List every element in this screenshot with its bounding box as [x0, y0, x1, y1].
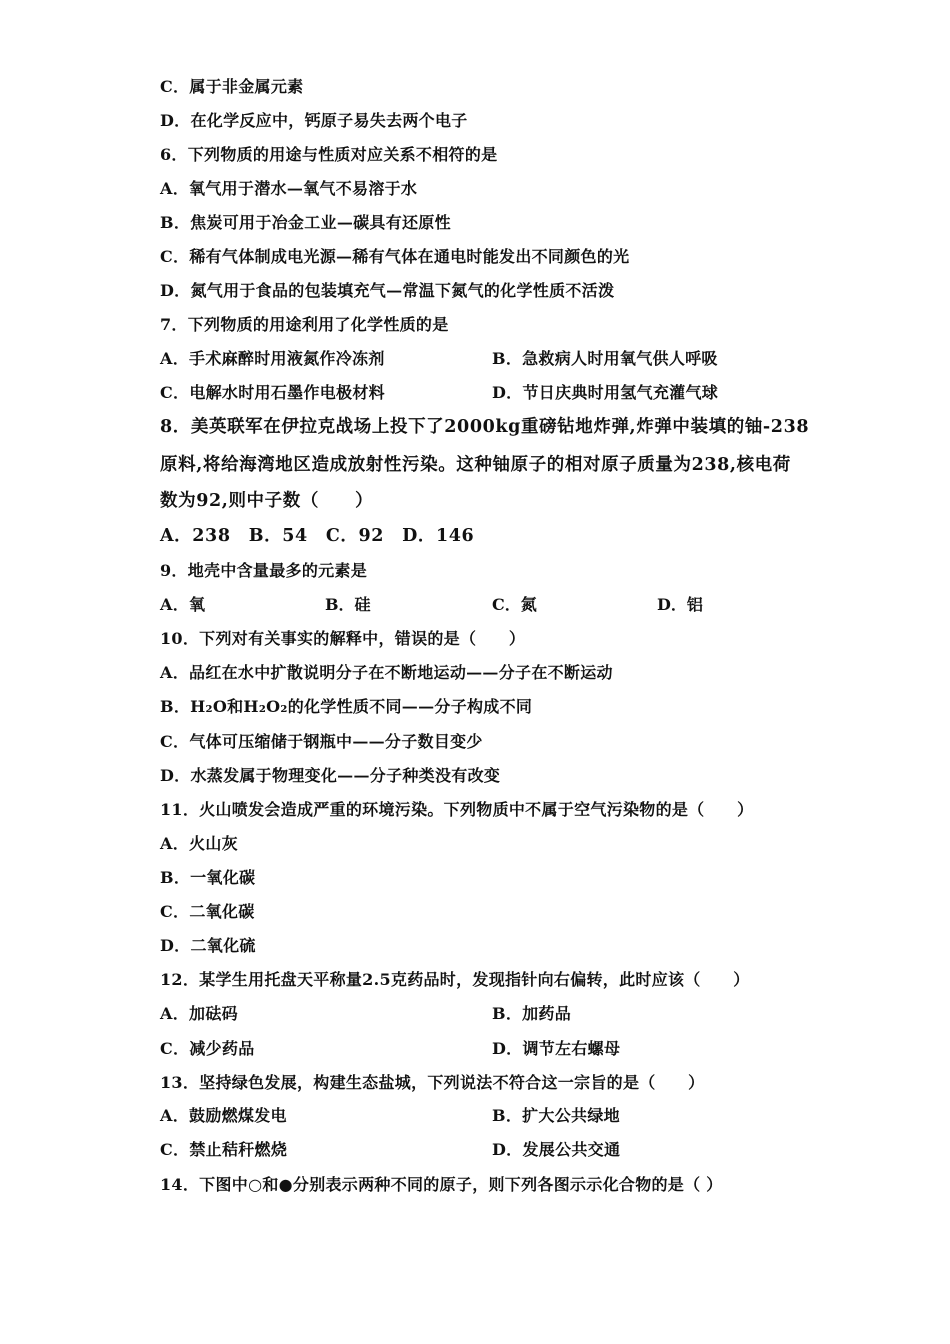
q5-option-d: D．在化学反应中，钙原子易失去两个电子 [160, 111, 468, 130]
q13-stem: 13．坚持绿色发展，构建生态盐城，下列说法不符合这一宗旨的是（ ） [160, 1073, 705, 1092]
q8-stem-line-2: 原料,将给海湾地区造成放射性污染。这种铀原子的相对原子质量为238,核电荷 [160, 455, 791, 475]
q7-option-b: B．急救病人时用氧气供人呼吸 [492, 349, 718, 368]
q6-option-b: B．焦炭可用于冶金工业—碳具有还原性 [160, 213, 451, 232]
q7-option-d: D．节日庆典时用氢气充灌气球 [492, 383, 719, 402]
q6-stem: 6．下列物质的用途与性质对应关系不相符的是 [160, 145, 498, 164]
q7-option-c: C．电解水时用石墨作电极材料 [160, 383, 385, 402]
q7-option-a: A．手术麻醉时用液氮作冷冻剂 [160, 349, 385, 368]
q13-option-c: C．禁止秸秆燃烧 [160, 1140, 288, 1159]
q6-option-d: D．氮气用于食品的包装填充气—常温下氮气的化学性质不活泼 [160, 281, 615, 300]
formula-h2o2: H₂O₂ [243, 697, 288, 716]
q10-option-a: A．品红在水中扩散说明分子在不断地运动——分子在不断运动 [160, 663, 613, 682]
q12-option-b: B．加药品 [492, 1004, 572, 1023]
q14-stem: 14．下图中○和●分别表示两种不同的原子，则下列各图示示化合物的是（ ） [160, 1175, 723, 1194]
q6-option-a: A．氧气用于潜水—氧气不易溶于水 [160, 179, 418, 198]
q12-option-c: C．减少药品 [160, 1039, 255, 1058]
q9-option-d: D．铝 [657, 595, 703, 614]
q10-option-b-prefix: B． [160, 697, 191, 716]
q10-stem: 10．下列对有关事实的解释中，错误的是（ ） [160, 629, 526, 648]
q13-option-d: D．发展公共交通 [492, 1140, 621, 1159]
q11-option-d: D．二氧化硫 [160, 936, 256, 955]
q8-options: A．238 B．54 C．92 D．146 [160, 526, 475, 546]
q8-stem-line-1: 8．美英联军在伊拉克战场上投下了2000kg重磅钻地炸弹,炸弹中装填的铀-238 [160, 417, 810, 437]
q11-option-c: C．二氧化碳 [160, 902, 255, 921]
q13-option-a: A．鼓励燃煤发电 [160, 1106, 287, 1125]
q10-option-d: D．水蒸发属于物理变化——分子种类没有改变 [160, 766, 501, 785]
q10-option-b [160, 697, 532, 717]
q5-option-c: C．属于非金属元素 [160, 77, 304, 96]
q11-option-b: B．一氧化碳 [160, 868, 256, 887]
q11-stem: 11．火山喷发会造成严重的环境污染。下列物质中不属于空气污染物的是（ ） [160, 800, 754, 819]
q9-stem: 9．地壳中含量最多的元素是 [160, 561, 368, 580]
q7-stem: 7．下列物质的用途利用了化学性质的是 [160, 315, 449, 334]
q6-option-c: C．稀有气体制成电光源—稀有气体在通电时能发出不同颜色的光 [160, 247, 630, 266]
q9-option-b: B．硅 [325, 595, 371, 614]
q10-option-c: C．气体可压缩储于钢瓶中——分子数目变少 [160, 732, 483, 751]
q12-option-a: A．加砝码 [160, 1004, 238, 1023]
q12-option-d: D．调节左右螺母 [492, 1039, 621, 1058]
q10-option-b-rest: 的化学性质不同——分子构成不同 [287, 697, 533, 716]
q8-stem-line-3: 数为92,则中子数（ ） [160, 491, 374, 511]
q9-option-a: A．氧 [160, 595, 206, 614]
q12-stem: 12．某学生用托盘天平称量2.5克药品时，发现指针向右偏转，此时应该（ ） [160, 970, 750, 989]
q10-option-b-and: 和 [227, 697, 244, 716]
q11-option-a: A．火山灰 [160, 834, 238, 853]
formula-h2o: H₂O [190, 697, 228, 716]
q13-option-b: B．扩大公共绿地 [492, 1106, 620, 1125]
q9-option-c: C．氮 [492, 595, 537, 614]
